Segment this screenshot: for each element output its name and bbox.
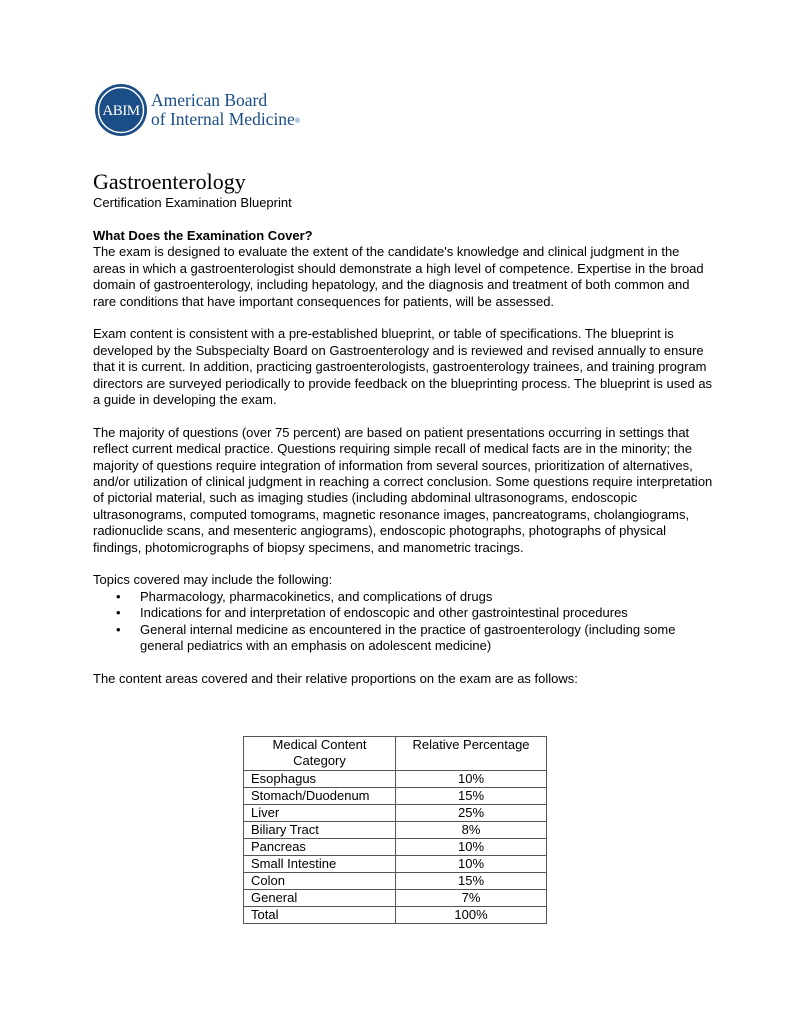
page-subtitle: Certification Examination Blueprint bbox=[93, 195, 292, 210]
paragraph-3: The majority of questions (over 75 percent) are based on patient presentations occurring in settings that reflect current medical practice. Questions requiring simple recall of medical facts are in the minority; the majority of questions require integration of information from several sources, prioritization of alternatives, and/or utilization of clinical judgment in reaching a correct conclusion. Some questions require interpretation of pictorial material, such as imaging studies (including abdominal ultrasonograms, endoscopic ultrasonograms, computed tomograms, magnetic resonance images, pancreatograms, cholangiograms, radionuclide scans, and mesenteric angiograms), endoscopic photographs, photographs of physical findings, photomicrographs of biopsy specimens, and manometric tracings. bbox=[93, 424, 713, 555]
table-intro: The content areas covered and their relative proportions on the exam are as follows: bbox=[93, 670, 578, 686]
paragraph-2: Exam content is consistent with a pre-established blueprint, or table of specifications. The blueprint is developed by the Subspecialty Board on Gastroenterology and is reviewed and revised annually to ensure that it is current. In addition, practicing gastroenterologists, gastroenterology trainees, and training program directors are surveyed periodically to provide feedback on the blueprinting process. The blueprint is used as a guide in developing the exam. bbox=[93, 326, 713, 408]
table-row: Small Intestine 10% bbox=[244, 856, 547, 873]
page-title: Gastroenterology bbox=[93, 169, 246, 194]
section-heading: What Does the Examination Cover? bbox=[93, 228, 313, 243]
registered-mark: ® bbox=[294, 117, 301, 125]
list-item: • General internal medicine as encountered in the practice of gastroenterology (including some general pediatrics with an emphasis on adolescent medicine) bbox=[116, 621, 676, 654]
table-row: Biliary Tract 8% bbox=[244, 822, 547, 839]
topics-list bbox=[93, 589, 713, 655]
table-row: General 7% bbox=[244, 890, 547, 907]
paragraph-1: The exam is designed to evaluate the extent of the candidate's knowledge and clinical judgment in the areas in which a gastroenterologist should demonstrate a high level of competence. Expertise in the broad domain of gastroenterology, including hepatology, and the diagnosis and treatment of both common and rare conditions that have important consequences for patients, will be assessed. bbox=[93, 244, 704, 309]
column-header-category: Medical Content Category bbox=[244, 737, 396, 771]
bullet-icon: • bbox=[116, 621, 121, 637]
content-table bbox=[243, 736, 547, 924]
table-row: Liver 25% bbox=[244, 805, 547, 822]
table-row: Esophagus 10% bbox=[244, 771, 547, 788]
abim-seal-icon bbox=[95, 84, 147, 136]
logo-line-1: American Board bbox=[151, 90, 268, 110]
table-row: Stomach/Duodenum 15% bbox=[244, 788, 547, 805]
logo-wordmark bbox=[151, 91, 300, 129]
table-header-row bbox=[244, 737, 547, 771]
table-row: Total 100% bbox=[244, 907, 547, 924]
bullet-icon: • bbox=[116, 605, 121, 621]
svg-text:ABIM: ABIM bbox=[102, 103, 140, 119]
abim-logo bbox=[95, 84, 300, 136]
list-item: • Indications for and interpretation of endoscopic and other gastrointestinal procedures bbox=[116, 605, 628, 621]
column-header-percentage: Relative Percentage bbox=[396, 737, 547, 771]
logo-line-2: of Internal Medicine® bbox=[151, 109, 301, 129]
topics-intro: Topics covered may include the following: bbox=[93, 572, 333, 588]
bullet-icon: • bbox=[116, 588, 121, 604]
table-row: Pancreas 10% bbox=[244, 839, 547, 856]
table-row: Colon 15% bbox=[244, 873, 547, 890]
list-item: • Pharmacology, pharmacokinetics, and complications of drugs bbox=[116, 588, 493, 604]
document-body bbox=[93, 228, 713, 687]
